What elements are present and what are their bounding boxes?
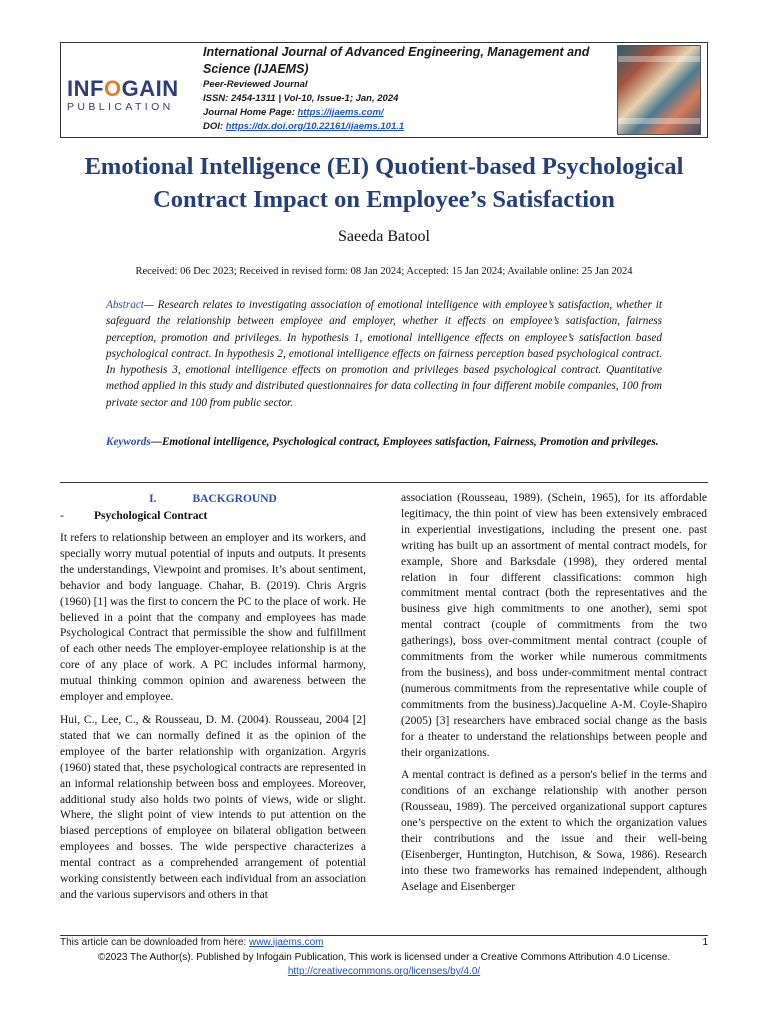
paragraph: Hui, C., Lee, C., & Rousseau, D. M. (2004). Rousseau, 2004 [2] stated that we can normally defined it as the opinion of the employee of the barter relationship with organization. Argyris (1960) stated that, these psychological contracts are represented in an informal relationship between boss and employees. Moreover, additional study also holds two points of views, wide or slight. Where, the slight point of view intends to put attention on the biased perceptions of employee on bilateral obligation between employees and bosses. The wide perspective characterizes a mental contract as a comprehended arrangement of potential working consistently between each individual from an association and the various supervisors and others in that (60, 713, 366, 901)
paragraph: It refers to relationship between an employer and its workers, and specially worry mutual potential of inputs and outputs. It presents the understandings, Viewpoint and promises. It’s about sentiment, behavior and body language. Chahar, B. (2019). Chris Argris (1960) [1] was the first to concern the PC to the place of work. He believed in a point that the company and employees has made Psychological Contract that permissible the show and fulfillment of each other needs The employer-employee relationship is at the core of any place of work. A PC includes informal harmony, mutual thinking common opinion and awareness between the employer and employee. (60, 532, 366, 704)
divider (60, 482, 708, 483)
paragraph: A mental contract is defined as a person's belief in the terms and conditions of an exchange relationship with another person (Rousseau, 1989). The perceived organizational support captures one’s perspective on the extent to which the organization values their contributions and the issue and their well-being (Eisenberger, Huntington, Hutchison, & Sowa, 1986). Research into these two frameworks has remained independent, although Aselage and Eisenberger (401, 769, 707, 893)
author-name: Saeeda Batool (338, 228, 430, 245)
doi-label: DOI: (203, 121, 226, 132)
keywords (106, 434, 662, 450)
issn-line: ISSN: 2454-1311 | Vol-10, Issue-1; Jan, 2024 (203, 93, 399, 104)
logo-subtitle: PUBLICATION (67, 101, 174, 113)
journal-info (203, 43, 611, 134)
title-line-2: Contract Impact on Employee’s Satisfaction (153, 186, 615, 213)
journal-header (60, 42, 708, 138)
abstract-label: Abstract (106, 299, 144, 311)
footer-divider (60, 935, 708, 936)
title-line-1: Emotional Intelligence (EI) Quotient-based Psychological (84, 153, 684, 180)
download-label: This article can be downloaded from here: (60, 937, 249, 948)
left-column (60, 491, 366, 911)
logo-text-o: O (103, 76, 122, 101)
cover-band (618, 56, 700, 62)
paragraph: association (Rousseau, 1989). (Schein, 1965), for its affordable legitimacy, the thin point of view has been extensively embraced in experiential investigations, including the present one. past writing has built up an assortment of mental contract models, for example, Shore and Barksdale (1998), they ordered mental relation in four different classifications: common high commitment mental contract (both the representatives and the business give high commitments to one another), semi spot mental contract (couple of commitments from the two gatherings), boss over-commitment mental contract (couple of commitments from the worker while numerous commitments from the business), and boss under-commitment mental contract (numerous commitments from the representative while couple of commitments from the business).Jacqueline A-M. Coyle-Shapiro (2005) [3] researchers have embraced social change as the basis for a theater to understand the relationships between people and their organizations. (401, 492, 707, 759)
doi-line (203, 120, 611, 134)
right-column (401, 491, 707, 903)
subsection-dash: - (60, 510, 64, 522)
publication-dates: Received: 06 Dec 2023; Received in revised form: 08 Jan 2024; Accepted: 15 Jan 2024; Available online: 25 Jan 2024 (135, 266, 633, 277)
section-title: BACKGROUND (192, 493, 277, 505)
peer-reviewed: Peer-Reviewed Journal (203, 79, 308, 90)
page-number: 1 (702, 937, 708, 948)
license-link[interactable]: http://creativecommons.org/licenses/by/4.0/ (287, 966, 481, 977)
section-heading (60, 491, 366, 508)
abstract-text: — Research relates to investigating association of emotional intelligence with employee’s satisfaction, whether it safeguard the relationship between employee and employer, whether it effects on employee’s satisfaction, fairness perception, promotion and privileges. In hypothesis 1, emotional intelligence effects on employee’s satisfaction based psychological contract. In hypothesis 2, emotional intelligence effects on fairness perception based psychological contract. In hypothesis 3, emotional intelligence effects on promotion and privileges based psychological contract. Quantitative method applied in this study and distributed questionnaires for data collecting in four different mobile companies, 100 from private sector and 100 from public sector. (106, 299, 662, 409)
journal-name: International Journal of Advanced Engineering, Management and Science (IJAEMS) (203, 45, 590, 76)
download-note (60, 937, 323, 948)
abstract (106, 297, 662, 411)
homepage-line (203, 106, 611, 120)
subsection-heading (60, 508, 366, 524)
journal-cover-image (617, 45, 701, 135)
logo-text-b: GAIN (121, 76, 179, 101)
logo-text-a: INF (67, 76, 104, 101)
license-text: ©2023 The Author(s). Published by Infogain Publication, This work is licensed under a Creative Commons Attribution 4.0 License. (97, 952, 671, 963)
section-number: I. (149, 493, 157, 505)
subsection-title: Psychological Contract (94, 510, 208, 522)
keywords-text: —Emotional intelligence, Psychological contract, Employees satisfaction, Fairness, Promotion and privileges. (150, 436, 659, 448)
cover-band (618, 118, 700, 124)
doi-link[interactable]: https://dx.doi.org/10.22161/ijaems.101.1 (225, 121, 405, 132)
license-note (0, 951, 768, 979)
keywords-label: Keywords (106, 436, 151, 448)
infogain-logo (67, 77, 189, 117)
article-title (40, 150, 728, 216)
download-link[interactable]: www.ijaems.com (249, 937, 324, 948)
homepage-label: Journal Home Page: (203, 107, 298, 118)
homepage-link[interactable]: https://ijaems.com/ (297, 107, 384, 118)
